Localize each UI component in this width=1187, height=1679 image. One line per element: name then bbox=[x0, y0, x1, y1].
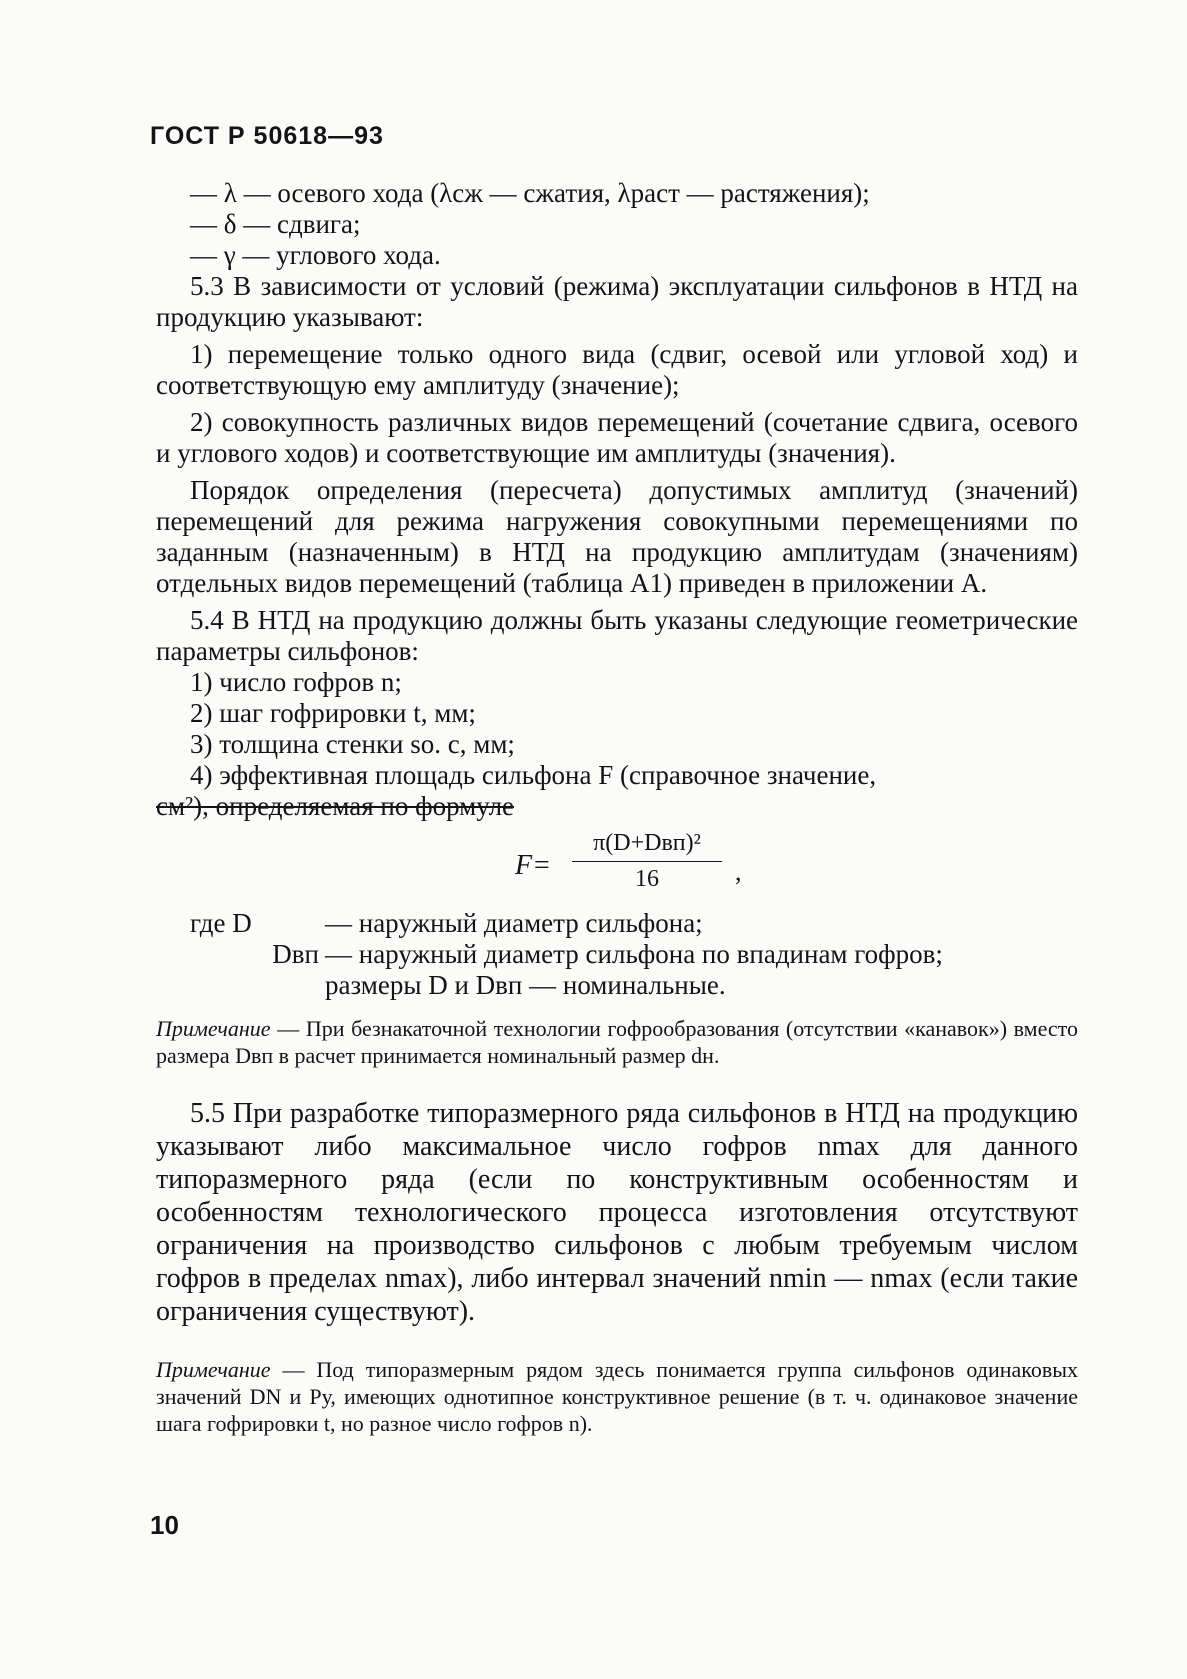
formula-comma: , bbox=[735, 857, 742, 886]
note-1 bbox=[156, 1015, 1078, 1069]
line-shift: — δ — сдвига; bbox=[190, 209, 361, 239]
where-text-nominal: размеры D и Dвп — номинальные. bbox=[325, 970, 726, 1000]
paragraph-5-4: 5.4 В НТД на продукцию должны быть указаны следующие геометрические параметры сильфонов: bbox=[156, 605, 1078, 666]
param-item-2: 2) шаг гофрировки t, мм; bbox=[190, 698, 476, 728]
note-2-label: Примечание bbox=[156, 1357, 271, 1382]
param-item-4-continuation: см²), определяемая по формуле bbox=[156, 791, 515, 821]
document-header: ГОСТ Р 50618—93 bbox=[150, 122, 384, 150]
note-1-label: Примечание bbox=[156, 1016, 271, 1041]
page-number: 10 bbox=[150, 1510, 179, 1540]
where-row-3 bbox=[190, 970, 1078, 1001]
line-axial: — λ — осевого хода (λсж — сжатия, λраст — растяжения); bbox=[190, 178, 870, 208]
where-label-dvp: Dвп bbox=[272, 939, 319, 969]
where-label-d: где D bbox=[190, 908, 252, 938]
paragraph-5-5: 5.5 При разработке типоразмерного ряда сильфонов в НТД на продукцию указывают либо максимальное число гофров nmax для данного типоразмерного ряда (если по конструктивным особенностям и особенностям технологического процесса изготовления отсутствуют ограничения на производство сильфонов с любым требуемым числом гофров в пределах nmax), либо интервал значений nmin — nmax (если такие ограничения существуют). bbox=[156, 1098, 1078, 1327]
note-2-text: — Под типоразмерным рядом здесь понимается группа сильфонов одинаковых значений DN и Pу, имеющих однотипное конструктивное решение (в т. ч. одинаковое значение шага гофрировки t, но разное число гофров n). bbox=[156, 1357, 1078, 1436]
param-item-3: 3) толщина стенки sо. с, мм; bbox=[190, 729, 515, 759]
paragraph-order: Порядок определения (пересчета) допустимых амплитуд (значений) перемещений для режима нагружения совокупными перемещениями по заданным (назначенным) в НТД на продукцию амплитудам (значениям) отдельных видов перемещений (таблица А1) приведен в приложении А. bbox=[156, 475, 1078, 598]
formula-denominator: 16 bbox=[635, 866, 659, 892]
paragraph-5-3-item-1: 1) перемещение только одного вида (сдвиг, осевой или угловой ход) и соответствующую ему амплитуду (значение); bbox=[156, 339, 1078, 400]
line-angular: — γ — углового хода. bbox=[190, 240, 441, 270]
note-2 bbox=[156, 1356, 1078, 1437]
param-item-4: 4) эффективная площадь сильфона F (справочное значение, bbox=[190, 760, 877, 790]
formula-lhs: F= bbox=[515, 850, 551, 881]
body-text bbox=[156, 178, 1078, 1437]
formula-fraction bbox=[572, 828, 722, 895]
paragraph-5-3-item-2: 2) совокупность различных видов перемещений (сочетание сдвига, осевого и углового ходов) и соответствующие им амплитуды (значения). bbox=[156, 407, 1078, 468]
where-text-d: — наружный диаметр сильфона; bbox=[325, 908, 703, 938]
where-text-dvp: — наружный диаметр сильфона по впадинам гофров; bbox=[325, 939, 943, 969]
param-item-1: 1) число гофров n; bbox=[190, 667, 402, 697]
formula-numerator: π(D+Dвп)² bbox=[572, 828, 722, 862]
area-formula bbox=[190, 828, 1078, 902]
note-1-text: — При безнакаточной технологии гофрообразования (отсутствии «канавок») вместо размера Dвп в расчет принимается номинальный размер dн. bbox=[156, 1016, 1078, 1068]
where-row-1 bbox=[190, 908, 1078, 939]
where-row-2 bbox=[190, 939, 1078, 970]
paragraph-5-3: 5.3 В зависимости от условий (режима) эксплуатации сильфонов в НТД на продукцию указывают: bbox=[156, 271, 1078, 332]
